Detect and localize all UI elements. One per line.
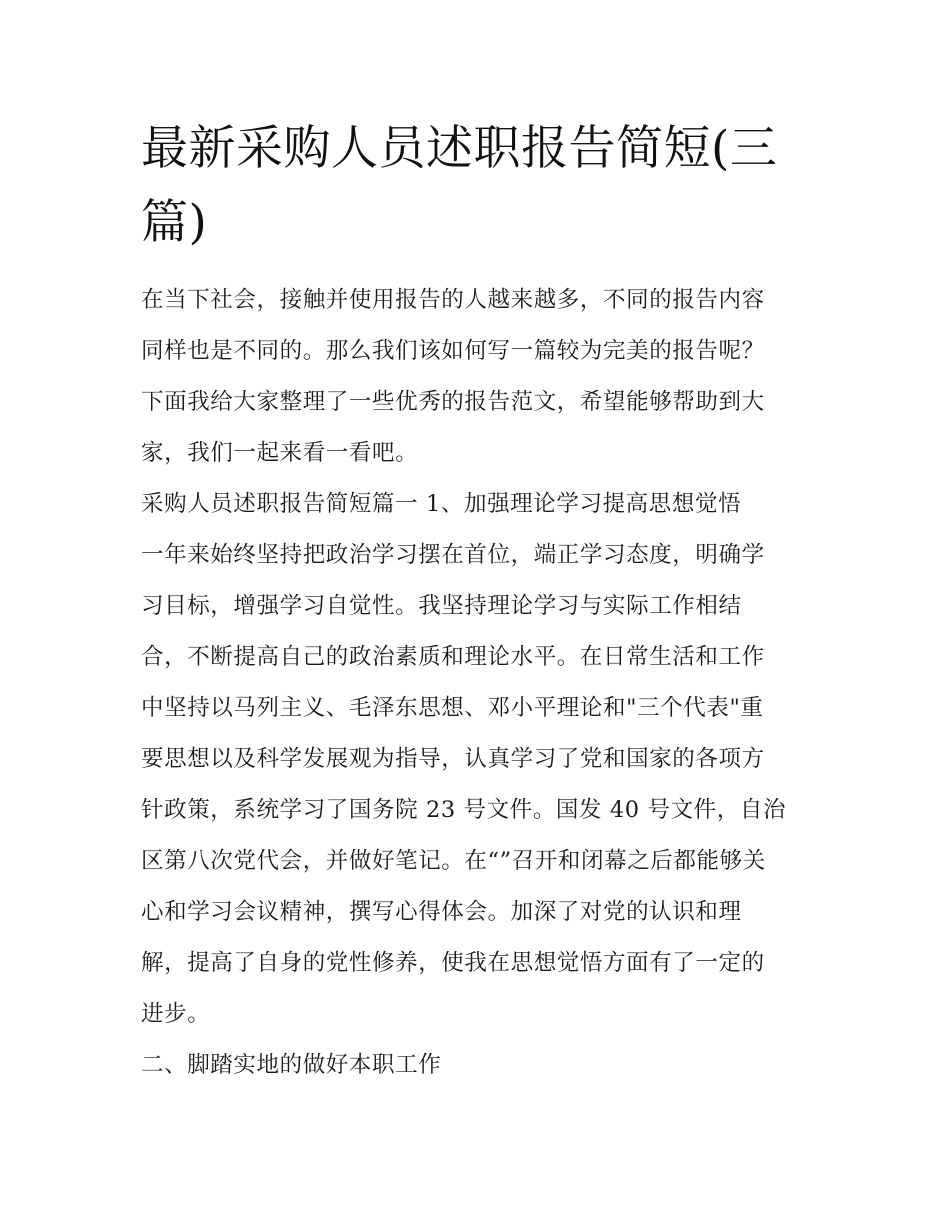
body-line-12: 区第八次党代会，并做好笔记。在“”召开和闭幕之后都能够关: [141, 848, 766, 874]
section-heading-1: 采购人员述职报告简短篇一 1、加强理论学习提高思想觉悟: [141, 491, 742, 517]
body-line-8: 合，不断提高自己的政治素质和理论水平。在日常生活和工作: [141, 644, 765, 670]
body-line-4: 家，我们一起来看一看吧。: [141, 440, 419, 466]
body-line-14: 解，提高了自身的党性修养，使我在思想觉悟方面有了一定的: [141, 950, 765, 976]
body-line-1: 在当下社会，接触并使用报告的人越来越多，不同的报告内容: [141, 287, 765, 313]
body-line-3: 下面我给大家整理了一些优秀的报告范文，希望能够帮助到大: [141, 389, 765, 415]
body-line-2: 同样也是不同的。那么我们该如何写一篇较为完美的报告呢？: [141, 338, 765, 364]
body-line-13: 心和学习会议精神，撰写心得体会。加深了对党的认识和理: [141, 899, 742, 925]
document-title: [141, 112, 821, 260]
body-line-15: 进步。: [141, 1001, 211, 1027]
section-heading-2: 二、脚踏实地的做好本职工作: [141, 1052, 442, 1078]
title-line-1: 最新采购人员述职报告简短(三: [141, 121, 778, 176]
body-line-10: 要思想以及科学发展观为指导，认真学习了党和国家的各项方: [141, 746, 765, 772]
body-line-6: 一年来始终坚持把政治学习摆在首位，端正学习态度，明确学: [141, 542, 765, 568]
body-line-7: 习目标，增强学习自觉性。我坚持理论学习与实际工作相结: [141, 593, 742, 619]
title-line-2: 篇): [141, 195, 208, 250]
body-line-9: 中坚持以马列主义、毛泽东思想、邓小平理论和"三个代表"重: [141, 695, 764, 721]
body-line-11: 针政策，系统学习了国务院 23 号文件。国发 40 号文件，自治: [141, 797, 787, 823]
